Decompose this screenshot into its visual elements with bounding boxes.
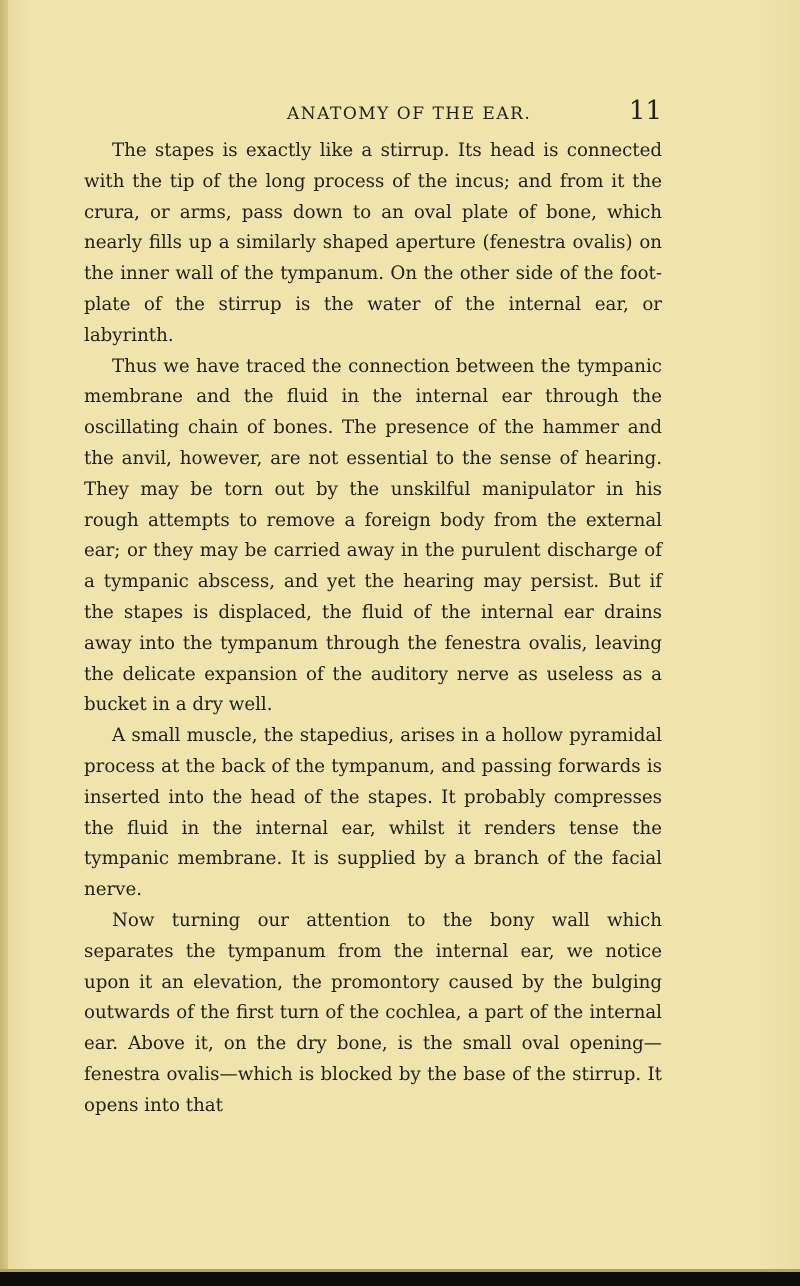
- paragraph-connection: Thus we have traced the connection between the tympanic membrane and the fluid in the internal ear through the oscillating chain of bones. The presence of the hammer and the anvil, however, are not essential to the sense of hearing. They may be torn out by the unskilful manipulator in his rough attempts to remove a foreign body from the external ear; or they may be carried away in the purulent discharge of a tympanic abscess, and yet the hearing may persist. But if the stapes is displaced, the fluid of the internal ear drains away into the tympanum through the fenestra ovalis, leaving the delicate expansion of the auditory nerve as useless as a bucket in a dry well.: [84, 355, 662, 716]
- paragraph-stapes: The stapes is exactly like a stirrup. Its head is connected with the tip of the long process of the incus; and from it the crura, or arms, pass down to an oval plate of bone, which nearly fills up a similarly shaped aperture (fenestra ovalis) on the inner wall of the tympanum. On the other side of the foot-plate of the stirrup is the water of the internal ear, or labyrinth.: [84, 140, 662, 346]
- scan-bottom-border: [0, 1272, 800, 1286]
- page-number: 11: [628, 96, 662, 126]
- paragraph-stapedius: A small muscle, the stapedius, arises in a hollow pyramidal process at the back of the tympanum, and passing forwards is inserted into the head of the stapes. It probably compresses the fluid in the internal ear, whilst it renders tense the tympanic membrane. It is supplied by a branch of the facial nerve.: [84, 725, 662, 901]
- running-title: ANATOMY OF THE EAR.: [287, 104, 532, 124]
- body-text: [84, 136, 662, 1122]
- paragraph-bony-wall: Now turning our attention to the bony wall which separates the tympanum from the internal ear, we notice upon it an elevation, the promontory caused by the bulging outwards of the first turn of the cochlea, a part of the internal ear. Above it, on the dry bone, is the small oval opening—fenestra ovalis—which is blocked by the base of the stirrup. It opens into that: [84, 909, 662, 1116]
- page-spine-edge: [0, 0, 8, 1286]
- page-header: [287, 94, 662, 128]
